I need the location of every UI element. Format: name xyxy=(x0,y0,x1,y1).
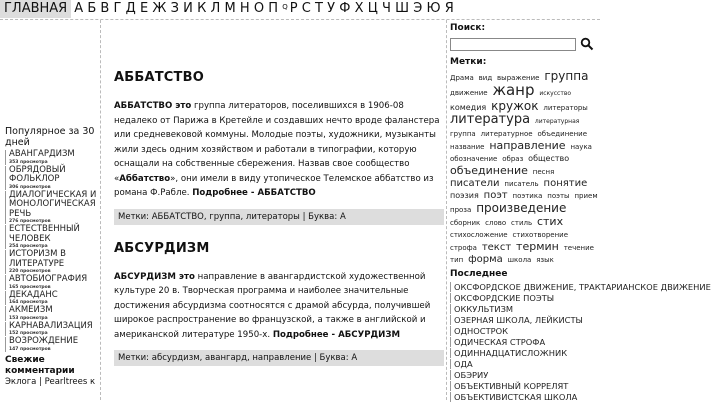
letter-link[interactable]: Е xyxy=(140,1,149,16)
letter-link[interactable]: Б xyxy=(87,1,97,16)
tag-link[interactable]: группа xyxy=(544,69,589,83)
tag-link[interactable]: сборник xyxy=(450,219,481,227)
article-tags-bar[interactable]: Метки: абсурдизм, авангард, направление | Буква: А xyxy=(114,350,444,366)
popular-item-views: 164 просмотра xyxy=(9,300,48,305)
tag-link[interactable]: понятие xyxy=(543,178,588,189)
tag-link[interactable]: Драма xyxy=(450,74,474,82)
latest-item[interactable]: ОДНОСТРОК xyxy=(450,326,600,336)
popular-item-title[interactable]: АКМЕИЗМ xyxy=(9,305,53,315)
popular-item[interactable] xyxy=(5,337,100,352)
popular-item-views: 220 просмотров xyxy=(9,269,51,274)
tags-label: Метки: xyxy=(450,57,487,67)
letter-link[interactable]: С xyxy=(301,1,311,16)
latest-item[interactable]: ОДИЧЕСКАЯ СТРОФА xyxy=(450,337,600,347)
letter-link[interactable]: Д xyxy=(125,1,136,16)
tag-link[interactable]: объединение xyxy=(450,164,528,177)
letter-link[interactable]: Ч xyxy=(382,1,391,16)
right-divider xyxy=(446,20,447,400)
tag-link[interactable]: поэт xyxy=(483,190,508,201)
letter-link[interactable]: Н xyxy=(239,1,250,16)
letter-link[interactable]: Я xyxy=(444,1,454,16)
article-title[interactable]: АБСУРДИЗМ xyxy=(114,240,210,256)
popular-item-title[interactable]: ЕСТЕСТВЕННЫЙ ЧЕЛОВЕК xyxy=(9,224,80,244)
tag-link[interactable]: выражение xyxy=(497,74,540,82)
tag-link[interactable]: школа xyxy=(507,256,532,264)
search-input[interactable] xyxy=(450,38,576,51)
tag-link[interactable]: направление xyxy=(489,139,566,152)
letter-link[interactable]: К xyxy=(197,1,207,16)
popular-item-title[interactable]: ДЕКАДАНС xyxy=(9,289,58,300)
latest-item[interactable]: ОЗЕРНАЯ ШКОЛА, ЛЕЙКИСТЫ xyxy=(450,315,600,325)
popular-item-title[interactable]: ОБРЯДОВЫЙ ФОЛЬКЛОР xyxy=(9,164,66,184)
comment-link[interactable]: Эклога | Pearltrees к xyxy=(5,376,96,387)
popular-list xyxy=(5,150,100,352)
popular-item-title[interactable]: ДИАЛОГИЧЕСКАЯ И МОНОЛОГИЧЕСКАЯ РЕЧЬ xyxy=(9,189,97,219)
letter-link[interactable]: Т xyxy=(315,1,323,16)
latest-item[interactable]: ОКСФОРДСКОЕ ДВИЖЕНИЕ, ТРАКТАРИАНСКОЕ ДВИЖЕНИЕ xyxy=(450,282,600,292)
popular-item-title[interactable]: ВОЗРОЖДЕНИЕ xyxy=(9,336,79,346)
letter-link[interactable]: Р xyxy=(289,1,298,16)
tag-link[interactable]: общество xyxy=(528,154,570,163)
popular-item-views: 152 просмотра xyxy=(9,331,48,336)
tag-link[interactable]: движение xyxy=(450,89,488,97)
tag-link[interactable]: поэтика xyxy=(512,192,543,200)
tag-link[interactable]: строфа xyxy=(450,244,477,252)
letter-link[interactable]: Э xyxy=(413,1,423,16)
tag-link[interactable]: поэты xyxy=(547,192,570,200)
popular-item[interactable] xyxy=(5,291,100,306)
letter-link[interactable]: М xyxy=(224,1,236,16)
letter-link[interactable]: Г xyxy=(113,1,122,16)
tag-link[interactable]: обозначение xyxy=(450,155,498,163)
popular-item[interactable] xyxy=(5,225,100,249)
search-label: Поиск: xyxy=(450,23,486,33)
popular-item-views: 165 просмотров xyxy=(9,284,51,290)
tag-link[interactable]: наука xyxy=(570,143,592,151)
tag-link[interactable]: писатель xyxy=(504,180,539,188)
popular-item[interactable] xyxy=(5,191,100,225)
popular-item-views: 254 просмотра xyxy=(9,244,48,249)
tag-link[interactable]: проза xyxy=(450,206,472,214)
read-more-link[interactable]: Подробнее - АББАТСТВО xyxy=(192,188,316,198)
popular-item[interactable] xyxy=(5,275,100,290)
popular-item-title[interactable]: АВАНГАРДИЗМ xyxy=(9,149,75,159)
tag-link[interactable]: литераторы xyxy=(543,104,588,112)
popular-item[interactable] xyxy=(5,150,100,165)
tag-link[interactable]: стих xyxy=(536,215,564,228)
letter-link[interactable]: Х xyxy=(354,1,364,16)
latest-label: Последнее xyxy=(450,269,508,279)
popular-item-views: 276 просмотров xyxy=(9,219,51,224)
latest-item[interactable]: ОБЪЕКТИВИСТСКАЯ ШКОЛА xyxy=(450,392,600,402)
letter-link[interactable]: Ш xyxy=(395,1,410,16)
tag-link[interactable]: текст xyxy=(481,242,512,253)
tag-link[interactable]: кружок xyxy=(491,99,539,113)
latest-item[interactable]: ОКСФОРДСКИЕ ПОЭТЫ xyxy=(450,293,600,303)
letter-link[interactable]: О xyxy=(253,1,265,16)
letter-link[interactable]: П xyxy=(268,1,279,16)
tag-link[interactable]: стиль xyxy=(511,219,533,227)
latest-item[interactable]: ОБЪЕКТИВНЫЙ КОРРЕЛЯТ xyxy=(450,381,600,391)
popular-item-title[interactable]: ИСТОРИЗМ В ЛИТЕРАТУРЕ xyxy=(9,249,66,269)
tag-link[interactable]: название xyxy=(450,143,485,151)
popular-item[interactable] xyxy=(5,166,100,190)
latest-item[interactable]: ОДИННАДЦАТИСЛОЖНИК xyxy=(450,348,600,358)
latest-item[interactable]: ОДА xyxy=(450,359,600,369)
right-sidebar xyxy=(449,20,711,402)
search-row xyxy=(450,37,600,51)
read-more-link[interactable]: Подробнее - АБСУРДИЗМ xyxy=(272,329,401,340)
search-icon[interactable] xyxy=(580,37,594,51)
letter-link[interactable]: Л xyxy=(210,1,221,16)
tag-link[interactable]: литература xyxy=(450,112,531,127)
popular-item-views: 306 просмотров xyxy=(9,184,51,190)
home-link[interactable]: ГЛАВНАЯ xyxy=(0,0,71,18)
tag-link[interactable]: прием xyxy=(574,192,598,200)
tag-link[interactable]: искусство xyxy=(539,90,572,97)
tag-link[interactable]: термин xyxy=(516,240,559,253)
letter-link[interactable]: З xyxy=(170,1,179,16)
tag-link[interactable]: произведение xyxy=(476,201,567,215)
tag-link[interactable]: стихосложение xyxy=(450,231,508,239)
article-text: АБСУРДИЗМ это направление в авангардистской художественной культуре 20 в. Творческая программа и наиболее значительные достижения абсурдизма соотносятся с драмой абсурда, получившей широкое распространение во французской, а также в английской и американской литературе 1950-х. Подробнее - АБСУРДИЗМ xyxy=(114,271,431,340)
article-tags-bar[interactable]: Метки: АББАТСТВО, группа, литераторы | Буква: А xyxy=(114,209,444,225)
tag-link[interactable]: жанр xyxy=(492,81,535,99)
article-title[interactable]: АББАТСТВО xyxy=(114,70,204,85)
tag-link[interactable]: язык xyxy=(536,256,554,264)
tag-link[interactable]: литературная xyxy=(534,118,580,125)
popular-item[interactable] xyxy=(5,306,100,321)
letter-link[interactable]: Q xyxy=(282,3,288,11)
tag-link[interactable]: образ xyxy=(502,155,524,163)
latest-item[interactable]: ОККУЛЬТИЗМ xyxy=(450,304,600,314)
popular-item-views: 147 просмотров xyxy=(9,346,51,352)
tag-link[interactable]: песня xyxy=(532,168,555,176)
main-content xyxy=(107,20,444,400)
tag-link[interactable]: слово xyxy=(485,219,507,227)
tag-link[interactable]: объединение xyxy=(537,130,588,138)
left-sidebar xyxy=(0,20,100,400)
letter-link[interactable]: Ю xyxy=(426,1,441,16)
popular-item-views: 153 просмотра xyxy=(9,315,48,321)
popular-item-title[interactable]: АВТОБИОГРАФИЯ xyxy=(9,274,88,284)
popular-item-views: 353 просмотра xyxy=(9,159,48,165)
tag-link[interactable]: комедия xyxy=(450,103,487,112)
tag-link[interactable]: группа xyxy=(450,130,476,138)
tag-link[interactable]: течение xyxy=(563,244,594,252)
letter-link[interactable]: И xyxy=(183,1,193,16)
comments-heading: Свежие комментарии xyxy=(5,354,75,376)
latest-item[interactable]: ОБЭРИУ xyxy=(450,370,600,380)
tag-link[interactable]: поэзия xyxy=(450,191,479,200)
latest-list xyxy=(450,282,711,402)
popular-item-title[interactable]: КАРНАВАЛИЗАЦИЯ xyxy=(9,320,93,331)
article-lead: АБСУРДИЗМ это xyxy=(114,271,195,282)
left-divider xyxy=(100,20,101,400)
tag-link[interactable]: стихотворение xyxy=(512,231,569,239)
alphabet-nav xyxy=(0,0,600,20)
popular-item[interactable] xyxy=(5,250,100,274)
letter-link[interactable]: Ж xyxy=(152,1,167,16)
letter-link[interactable]: А xyxy=(74,1,84,16)
tag-link[interactable]: вид xyxy=(478,74,493,82)
popular-heading: Популярное за 30 дней xyxy=(5,126,95,148)
article-lead: АББАТСТВО это xyxy=(114,101,192,111)
letter-link[interactable]: Ф xyxy=(339,1,351,16)
letter-link[interactable]: У xyxy=(327,1,336,16)
letter-link[interactable]: Ц xyxy=(367,1,378,16)
article-text: АББАТСТВО это группа литераторов, поселившихся в 1906-08 недалеко от Парижа в Кретейле и создавших нечто вроде фаланстера или средневековой коммуны. Молодые поэты, художники, музыканты жили здесь одним хозяйством и работали в типографии, которую оснащали на собственные сбережения. Назвав свое сообщество «Аббатство», они имели в виду утопическое Телемское аббатство из романа Ф.Рабле. Подробнее - АББАТСТВО xyxy=(114,101,440,198)
letter-link[interactable]: В xyxy=(100,1,110,16)
tag-cloud xyxy=(450,70,600,266)
tag-link[interactable]: тип xyxy=(450,256,464,264)
tag-link[interactable]: литературное xyxy=(480,130,533,138)
tag-link[interactable]: писатели xyxy=(450,178,500,189)
popular-item[interactable] xyxy=(5,322,100,337)
tag-link[interactable]: форма xyxy=(468,254,503,265)
